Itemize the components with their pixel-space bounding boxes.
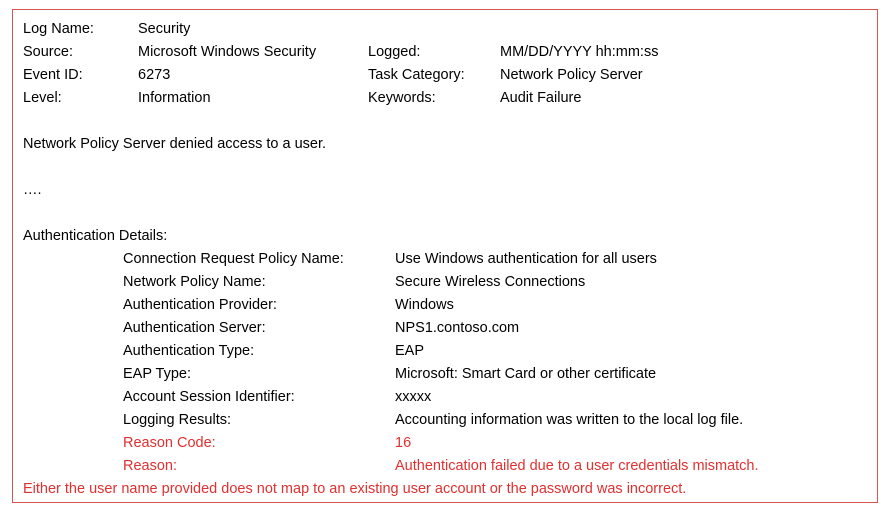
- logged-label: Logged:: [368, 44, 421, 60]
- eap-type-value: Microsoft: Smart Card or other certificate: [395, 366, 657, 382]
- detail-row: [23, 248, 869, 271]
- authentication-provider-value: Windows: [395, 297, 454, 313]
- logging-results-label: Logging Results:: [123, 412, 232, 428]
- authentication-provider-label: Authentication Provider:: [123, 297, 277, 313]
- source-label: Source:: [23, 44, 73, 60]
- event-header-row: [23, 18, 869, 41]
- connection-request-policy-name-value: Use Windows authentication for all users: [395, 251, 657, 267]
- event-id-label: Event ID:: [23, 67, 83, 83]
- detail-row: [23, 340, 869, 363]
- reason-code-value: 16: [395, 435, 412, 451]
- event-detail-panel: [12, 9, 878, 503]
- level-value: Information: [138, 90, 211, 106]
- spacer: [23, 202, 869, 225]
- authentication-type-value: EAP: [395, 343, 425, 359]
- detail-row: [23, 455, 869, 478]
- ellipsis-text: ….: [23, 182, 42, 198]
- network-policy-name-label: Network Policy Name:: [123, 274, 266, 290]
- detail-row: [23, 294, 869, 317]
- log-name-value: Security: [138, 21, 191, 37]
- authentication-type-label: Authentication Type:: [123, 343, 255, 359]
- level-label: Level:: [23, 90, 62, 106]
- keywords-value: Audit Failure: [500, 90, 582, 106]
- account-session-identifier-value: xxxxx: [395, 389, 432, 405]
- event-header-row: [23, 87, 869, 110]
- detail-row: [23, 363, 869, 386]
- error-explanation-text: Either the user name provided does not map to an existing user account or the password was incorrect.: [23, 481, 687, 497]
- reason-label: Reason:: [123, 458, 178, 474]
- account-session-identifier-label: Account Session Identifier:: [123, 389, 295, 405]
- logged-value: MM/DD/YYYY hh:mm:ss: [500, 44, 659, 60]
- connection-request-policy-name-label: Connection Request Policy Name:: [123, 251, 344, 267]
- detail-row: [23, 386, 869, 409]
- eap-type-label: EAP Type:: [123, 366, 191, 382]
- detail-row: [23, 409, 869, 432]
- task-category-label: Task Category:: [368, 67, 465, 83]
- log-name-label: Log Name:: [23, 21, 94, 37]
- authentication-server-label: Authentication Server:: [123, 320, 266, 336]
- detail-row: [23, 271, 869, 294]
- spacer: [23, 110, 869, 133]
- spacer: [23, 156, 869, 179]
- authentication-server-value: NPS1.contoso.com: [395, 320, 520, 336]
- task-category-value: Network Policy Server: [500, 67, 643, 83]
- event-detail-content: [23, 18, 869, 496]
- source-value: Microsoft Windows Security: [138, 44, 317, 60]
- reason-value: Authentication failed due to a user credentials mismatch.: [395, 458, 759, 474]
- keywords-label: Keywords:: [368, 90, 436, 106]
- detail-row: [23, 432, 869, 455]
- logging-results-value: Accounting information was written to the local log file.: [395, 412, 744, 428]
- detail-row: [23, 317, 869, 340]
- event-header-row: [23, 64, 869, 87]
- event-header-row: [23, 41, 869, 64]
- event-id-value: 6273: [138, 67, 171, 83]
- network-policy-name-value: Secure Wireless Connections: [395, 274, 586, 290]
- event-summary-text: Network Policy Server denied access to a user.: [23, 136, 327, 152]
- authentication-details-title: Authentication Details:: [23, 228, 168, 244]
- reason-code-label: Reason Code:: [123, 435, 216, 451]
